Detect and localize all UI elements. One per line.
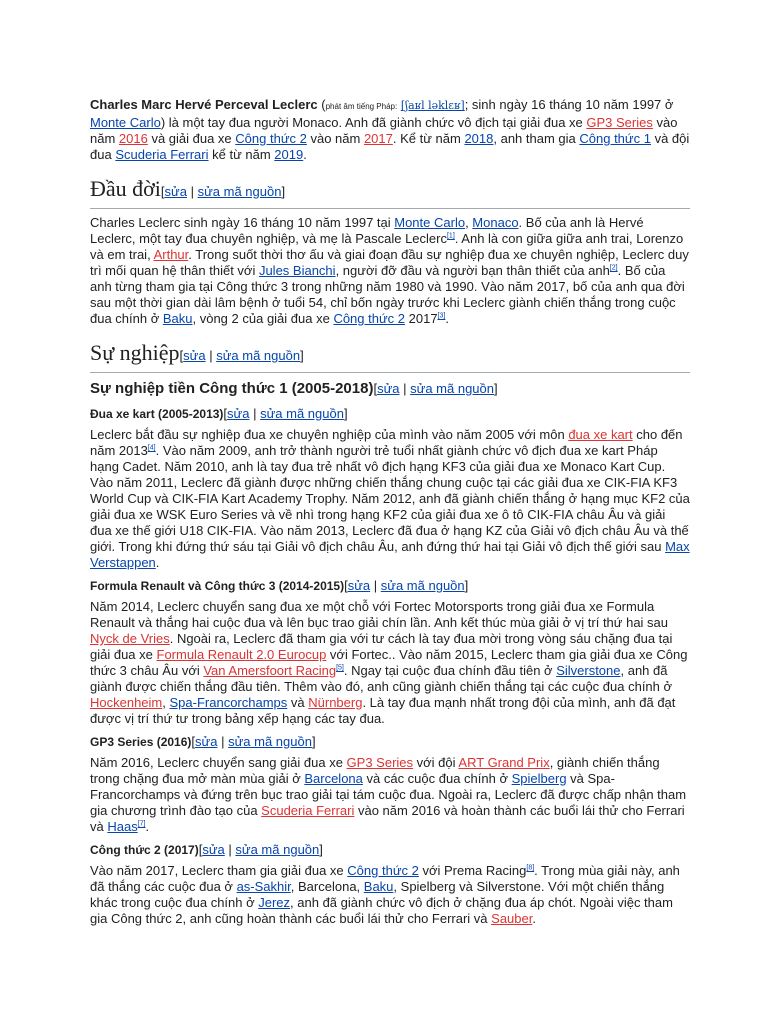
lead-paragraph: Charles Marc Hervé Perceval Leclerc (phát âm tiếng Pháp: [ʃaʁl ləklɛʁ]; sinh ngày 16 tháng 10 năm 1997 ở Monte Carlo) là một tay đua người Monaco. Anh đã giành chức vô địch tại giải đua xe GP3 Series vào năm 2016 và giải đua xe Công thức 2 vào năm 2017. Kể từ năm 2018, anh tham gia Công thức 1 và đội đua Scuderia Ferrari kể từ năm 2019. — [90, 97, 690, 162]
link-as-sakhir[interactable]: as-Sakhir — [236, 879, 291, 894]
link-spielberg[interactable]: Spielberg — [511, 771, 567, 786]
article-subject-name: Charles Marc Hervé Perceval Leclerc — [90, 97, 318, 112]
link-gp3-series[interactable]: GP3 Series — [346, 755, 414, 770]
edit-section-links: [sửa | sửa mã nguồn] — [198, 842, 323, 857]
early-life-paragraph: Charles Leclerc sinh ngày 16 tháng 10 năm 1997 tại Monte Carlo, Monaco. Bố của anh là Hervé Leclerc, một tay đua chuyên nghiệp, và mẹ là Pascale Leclerc[1]. Anh là con giữa giữa anh trai, Lorenzo và em trai, Arthur. Trong suốt thời thơ ấu và giai đoạn đầu sự nghiệp đua xe chuyên nghiệp, Leclerc duy trì mối quan hệ thân thiết với Jules Bianchi, người đỡ đầu và người bạn thân thiết của anh[2]. Bố của anh từng tham gia tại Công thức 3 trong những năm 1980 và 1990. Vào năm 2017, bố của anh qua đời sau một thời gian dài lâm bệnh ở tuổi 54, chỉ bốn ngày trước khi Leclerc giành chiến thắng trong cuộc đua chính ở Baku, vòng 2 của giải đua xe Công thức 2 2017[3]. — [90, 215, 689, 326]
link-van-amersfoort-racing[interactable]: Van Amersfoort Racing — [203, 663, 337, 678]
link-max-verstappen[interactable]: Max Verstappen — [90, 539, 690, 570]
link-formula-renault-eurocup[interactable]: Formula Renault 2.0 Eurocup — [156, 647, 327, 662]
link-nurnberg[interactable]: Nürnberg — [308, 695, 363, 710]
edit-section-links: [sửa | sửa mã nguồn] — [191, 734, 316, 749]
link-hockenheim[interactable]: Hockenheim — [90, 695, 163, 710]
heading-karting: Đua xe kart (2005-2013)[sửa | sửa mã nguồn] — [90, 406, 348, 421]
reference-link[interactable]: [4] — [147, 444, 156, 452]
link-scuderia-ferrari[interactable]: Scuderia Ferrari — [261, 803, 355, 818]
reference-link[interactable]: [8] — [526, 864, 535, 872]
edit-link[interactable]: sửa — [347, 578, 371, 593]
link-arthur[interactable]: Arthur — [153, 247, 189, 262]
link-jerez[interactable]: Jerez — [258, 895, 291, 910]
link-art-grand-prix[interactable]: ART Grand Prix — [458, 755, 550, 770]
edit-link[interactable]: sửa — [164, 184, 187, 199]
link-jules-bianchi[interactable]: Jules Bianchi — [258, 263, 336, 278]
ipa-link[interactable]: [ʃaʁl ləklɛʁ] — [400, 99, 465, 112]
gp3-paragraph: Năm 2016, Leclerc chuyển sang giải đua xe GP3 Series với đội ART Grand Prix, giành chiến thắng trong chặng đua mở màn mùa giải ở Barcelona và các cuộc đua chính ở Spielberg và Spa-Francorchamps và đứng trên bục trao giải tại tám cuộc đua. Ngoài ra, Leclerc đã được chấp nhận tham gia chương trình đào tạo của Scuderia Ferrari vào năm 2016 và hoàn thành các buổi lái thử cho Ferrari và Haas[7]. — [90, 755, 687, 834]
link-monaco[interactable]: Monaco — [472, 215, 519, 230]
pronunciation-label: phát âm tiếng Pháp: — [325, 102, 398, 111]
heading-pre-f1-career: Sự nghiệp tiền Công thức 1 (2005-2018)[sửa | sửa mã nguồn] — [90, 380, 498, 397]
reference-link[interactable]: [2] — [609, 264, 618, 272]
link-formula-2[interactable]: Công thức 2 — [235, 131, 307, 146]
link-baku[interactable]: Baku — [363, 879, 394, 894]
link-2016[interactable]: 2016 — [118, 131, 148, 146]
link-2019[interactable]: 2019 — [274, 147, 304, 162]
edit-source-link[interactable]: sửa mã nguồn — [260, 406, 344, 421]
heading-gp3-series: GP3 Series (2016)[sửa | sửa mã nguồn] — [90, 734, 316, 749]
link-formula-2[interactable]: Công thức 2 — [333, 311, 406, 326]
reference-link[interactable]: [7] — [137, 820, 146, 828]
edit-link[interactable]: sửa — [377, 381, 400, 396]
heading-career: Sự nghiệp[sửa | sửa mã nguồn] — [90, 339, 690, 373]
edit-source-link[interactable]: sửa mã nguồn — [197, 184, 282, 199]
link-2018[interactable]: 2018 — [464, 131, 494, 146]
formula-2-paragraph: Vào năm 2017, Leclerc tham gia giải đua xe Công thức 2 với Prema Racing[8]. Trong mùa giải này, anh đã thắng các cuộc đua ở as-Sakhir, Barcelona, Baku, Spielberg và Silverstone. Với một chiến thắng khác trong cuộc đua chính ở Jerez, anh đã giành chức vô địch ở chặng đua áp chót. Ngoài việc tham gia Công thức 2, anh cũng hoàn thành các buổi lái thử cho Ferrari và Sauber. — [90, 863, 680, 926]
link-formula-1[interactable]: Công thức 1 — [579, 131, 651, 146]
edit-section-links: [sửa | sửa mã nguồn] — [179, 348, 304, 363]
edit-source-link[interactable]: sửa mã nguồn — [380, 578, 465, 593]
link-sauber[interactable]: Sauber — [491, 911, 533, 926]
formula-renault-paragraph: Năm 2014, Leclerc chuyển sang đua xe một chỗ với Fortec Motorsports trong giải đua xe Formula Renault và thắng hai cuộc đua và lên bục trao giải chín lần. Anh kết thúc mùa giải ở vị trí thứ hai sau Nyck de Vries. Ngoài ra, Leclerc đã tham gia với tư cách là tay đua mời trong vòng sáu chặng đua tại giải đua xe Formula Renault 2.0 Eurocup với Fortec.. Vào năm 2015, Leclerc tham gia giải đua xe Công thức 3 châu Âu với Van Amersfoort Racing[5]. Ngay tại cuộc đua chính đầu tiên ở Silverstone, anh đã giành được chiến thắng đầu tiên. Thêm vào đó, anh cũng giành chiến thắng tại các cuộc đua chính ở Hockenheim, Spa-Francorchamps và Nürnberg. Là tay đua mạnh nhất trong đội của mình, anh đã đạt được vị trí thứ tư trong bảng xếp hạng các tay đua. — [90, 599, 688, 726]
link-spa-francorchamps[interactable]: Spa-Francorchamps — [169, 695, 288, 710]
link-monte-carlo[interactable]: Monte Carlo — [394, 215, 466, 230]
heading-early-life: Đầu đời[sửa | sửa mã nguồn] — [90, 175, 690, 209]
link-baku[interactable]: Baku — [162, 311, 193, 326]
edit-link[interactable]: sửa — [183, 348, 206, 363]
link-monte-carlo[interactable]: Monte Carlo — [90, 115, 161, 130]
edit-section-links: [sửa | sửa mã nguồn] — [223, 406, 348, 421]
link-nyck-de-vries[interactable]: Nyck de Vries — [90, 631, 170, 646]
edit-source-link[interactable]: sửa mã nguồn — [410, 381, 494, 396]
link-scuderia-ferrari[interactable]: Scuderia Ferrari — [115, 147, 209, 162]
edit-link[interactable]: sửa — [227, 406, 250, 421]
edit-section-links: [sửa | sửa mã nguồn] — [344, 578, 469, 593]
heading-formula-2: Công thức 2 (2017)[sửa | sửa mã nguồn] — [90, 842, 323, 857]
link-formula-2[interactable]: Công thức 2 — [347, 863, 419, 878]
reference-link[interactable]: [3] — [437, 312, 446, 320]
edit-link[interactable]: sửa — [202, 842, 225, 857]
link-haas[interactable]: Haas — [107, 819, 138, 834]
edit-source-link[interactable]: sửa mã nguồn — [235, 842, 320, 857]
heading-formula-renault: Formula Renault và Công thức 3 (2014-2015)[sửa | sửa mã nguồn] — [90, 578, 469, 593]
link-gp3-series[interactable]: GP3 Series — [586, 115, 653, 130]
link-kart-racing[interactable]: đua xe kart — [568, 427, 633, 442]
edit-section-links: [sửa | sửa mã nguồn] — [373, 381, 498, 396]
link-silverstone[interactable]: Silverstone — [556, 663, 621, 678]
edit-source-link[interactable]: sửa mã nguồn — [228, 734, 312, 749]
edit-source-link[interactable]: sửa mã nguồn — [216, 348, 301, 363]
article-content — [90, 97, 690, 927]
edit-section-links: [sửa | sửa mã nguồn] — [160, 184, 286, 199]
link-2017[interactable]: 2017 — [363, 131, 393, 146]
link-barcelona[interactable]: Barcelona — [304, 771, 363, 786]
reference-link[interactable]: [5] — [336, 664, 344, 672]
reference-link[interactable]: [1] — [446, 232, 455, 240]
edit-link[interactable]: sửa — [195, 734, 218, 749]
karting-paragraph: Leclerc bắt đầu sự nghiệp đua xe chuyên nghiệp của mình vào năm 2005 với môn đua xe kart cho đến năm 2013[4]. Vào năm 2009, anh trở thành người trẻ tuổi nhất giành chức vô địch đua xe kart Pháp hạng Cadet. Năm 2010, anh là tay đua trẻ nhất vô địch hạng KF3 của giải đua xe Monaco Kart Cup. Vào năm 2011, Leclerc đã giành được những chiến thắng chung cuộc tại các giải đua xe CIK-FIA KF3 World Cup và CIK-FIA Kart Academy Trophy. Năm 2012, anh đã giành chiến thắng ở hạng mục KF2 của giải đua xe WSK Euro Series và về nhì trong hạng KF2 của giải đua xe ô tô CIK-FIA châu Âu và giải đua xe thế giới U18 CIK-FIA. Vào năm 2013, Leclerc đã đua ở hạng KZ của Giải vô địch châu Âu và thế giới. Trong khi đứng thứ sáu tại Giải vô địch châu Âu, anh đứng thứ hai tại Giải vô địch thế giới sau Max Verstappen. — [90, 427, 690, 570]
